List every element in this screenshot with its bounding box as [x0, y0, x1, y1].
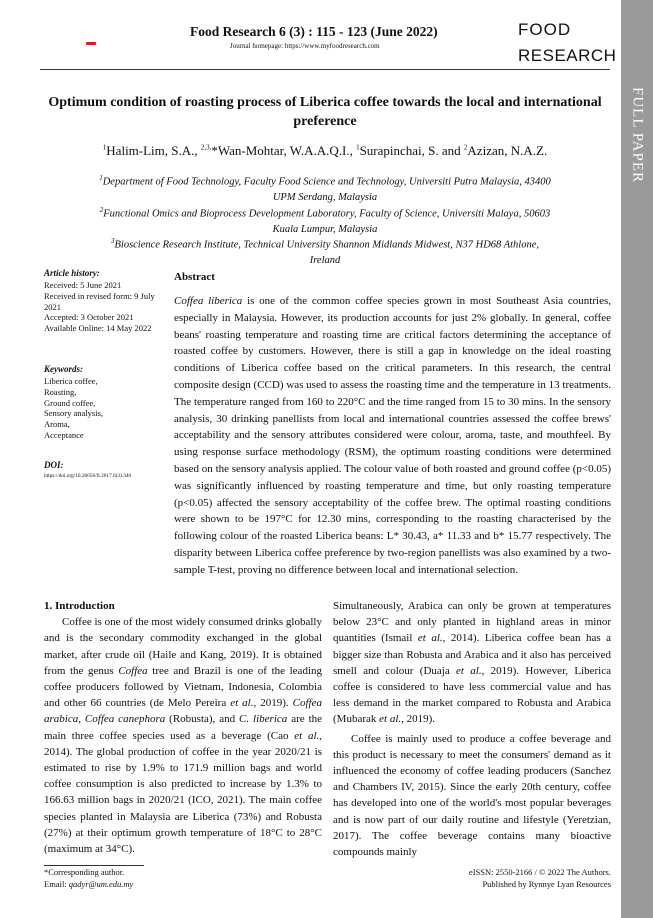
doi-link[interactable]: https://doi.org/10.26656/fr.2017.6(3).340 [44, 473, 132, 479]
author-name: Surapinchai, S. and [359, 143, 464, 158]
affiliation-3 [60, 234, 590, 268]
affiliation-text: Department of Food Technology, Faculty Food Science and Technology, Universiti Putra Malaysia, 43400 [102, 176, 551, 188]
body-column-left [44, 598, 322, 857]
keyword: Aroma, [44, 419, 70, 430]
author-sup: 2 [463, 143, 468, 152]
affiliation-text: Bioscience Research Institute, Technical University Shannon Midlands Midwest, N37 HD68 Athlone, [114, 239, 539, 251]
email-label: Email: [44, 879, 69, 889]
affiliation-text: Ireland [309, 254, 341, 266]
keyword: Roasting, [44, 386, 77, 397]
paragraph: Simultaneously, Arabica can only be grown at temperatures below 23°C and only planted in highland areas in minor quantities (Ismail et al., 2014). Liberica coffee bean has a bigger size than Robusta and Arabica and it also has perceived smell and colour (Duaja et al., 2019). However, Liberica coffee is considered to have less commercial value and has less demand in the market compared to Robusta and Arabica (Mubarak et al., 2019). [333, 600, 612, 726]
author-sup: 2,3, [200, 143, 212, 152]
paragraph: Coffee is mainly used to produce a coffee beverage and this product is necessary to meet the consumers' demand as it influenced the economy of coffee leading producers (Sanchez and Chambers IV, 2015). Since the early 20th century, coffee has developed into one of the world's most popular beverages and is now part of our daily routine and lifestyle (Yeretzian, 2017). The coffee beverage contains many bioactive compounds mainly [333, 732, 611, 859]
author-sup: 1 [102, 143, 107, 152]
header-divider [40, 69, 610, 70]
author-name: Halim-Lim, S.A., [106, 143, 201, 158]
abstract-body [174, 293, 611, 579]
author-name: Azizan, N.A.Z. [467, 143, 548, 158]
abstract-heading: Abstract [174, 271, 215, 283]
affiliation-sup: 3 [110, 237, 115, 245]
corresponding-email [44, 879, 133, 889]
abstract-text: is one of the common coffee species grown in most Southeast Asia countries, especially in Malaysia. However, its production accounts for just 2% globally. In general, coffee beans' roasting temperature and roasting time are critical factors determining the acceptance of roasted coffee by customers. However, there is still a gap in knowledge on the ideal roasting conditions of Liberica coffee based on the critical parameters. In this research, the central composite design (CCD) was used to assess the roasting time and the temperature in 13 treatments. The temperature ranged from 160 to 220°C and the time ranged from 15 to 30 mins. In the sensory analysis, 30 drinking panellists from local and international countries assessed the coffee brews' acceptability and the sensory attributes considered were colour, aroma, taste, and mouthfeel. By using response surface methodology (RSM), the optimum roasting conditions were determined based on the sensory analysis applied. The colour value of both roasted and ground coffee (p<0.05) was significantly influenced by roasting temperature and time, but only roasting temperature (p<0.05) affected the sensory acceptability of the coffee brew. The optimal roasting conditions were shown to be 197°C for 12.30 mins, corresponding to the roasting characterised by the following colour of the roasted Liberica beans: L* 30.43, a* 11.33 and b* 15.77 respectively. The disparity between Liberica coffee preference by two-region panellists was also examined by a two-sample T-test, proving no difference between local and international selection. [174, 295, 611, 576]
author-sup: 1 [356, 143, 360, 152]
logo-research: RESEARCH [518, 46, 617, 65]
keyword: Ground coffee, [44, 397, 96, 408]
paper-title: Optimum condition of roasting process of Liberica coffee towards the local and international preference [48, 95, 602, 129]
article-history [44, 280, 159, 334]
received-date: Received: 5 June 2021 [44, 280, 122, 290]
affiliation-text: UPM Serdang, Malaysia [272, 191, 378, 203]
keyword: Sensory analysis, [44, 408, 104, 419]
affiliation-2 [60, 203, 590, 237]
paragraph: Coffee is one of the most widely consumed drinks globally and is the secondary commodity exchanged in the global market, after crude oil (Haile and Kang, 2019). It is obtained from the genus Coffea tree and Brazil is one of the leading coffee producers followed by Vietnam, Indonesia, Colombia and other 66 countries (de Melo Pereira et al., 2019). Coffea arabica, Coffea canephora (Robusta), and C. liberica are the main three coffee species used as a beverage (Cao et al., 2014). The global production of coffee in the year 2020/21 is estimated to rise by 1.9% to 171.9 million bags and world coffee consumption is also predicted to increase by 1.3% to 166.63 million bags in 2020/21 (ICO, 2021). The main coffee species planted in Malaysia are Liberica (73%) and Robusta (27%) at their optimum growth temperature of 18°C to 28°C (maximum at 34°C). [44, 616, 323, 856]
affiliation-text: Functional Omics and Bioprocess Development Laboratory, Faculty of Science, Universiti Malaya, 50603 [103, 208, 551, 220]
keywords-heading: Keywords: [44, 364, 83, 374]
affiliation-sup: 2 [99, 206, 104, 214]
online-date: Available Online: 14 May 2022 [44, 323, 152, 334]
affiliation-1 [60, 171, 590, 205]
author-name: *Wan-Mohtar, W.A.A.Q.I., [211, 143, 357, 158]
email-link[interactable]: qadyr@um.edu.my [68, 879, 134, 889]
species-name: Coffea liberica [174, 295, 243, 307]
keyword: Liberica coffee, [44, 376, 98, 386]
revised-date: Received in revised form: 9 July 2021 [44, 290, 155, 312]
brand-mark [86, 42, 96, 45]
logo-food: FOOD [518, 20, 572, 39]
corresponding-author-note: *Corresponding author. [44, 867, 125, 877]
keyword: Acceptance [44, 429, 84, 440]
side-tab-label: FULL PAPER [629, 86, 646, 183]
body-column-right [333, 598, 611, 860]
affiliation-text: Kuala Lumpur, Malaysia [272, 223, 378, 235]
eissn-notice: eISSN: 2550-2166 / © 2022 The Authors. [468, 867, 611, 877]
footnote-divider [44, 865, 144, 866]
keyword-list [44, 376, 159, 441]
journal-title: Food Research 6 (3) : 115 - 123 (June 2022) [190, 24, 438, 39]
journal-homepage-link[interactable]: Journal homepage: https://www.myfoodresearch.com [230, 42, 380, 50]
accepted-date: Accepted: 3 October 2021 [44, 312, 134, 323]
author-list [40, 143, 610, 159]
article-history-heading: Article history: [44, 268, 100, 278]
publisher-notice: Published by Rynnye Lyan Resources [482, 879, 611, 889]
affiliation-sup: 1 [99, 174, 103, 182]
section-heading: 1. Introduction [44, 600, 115, 612]
doi-heading: DOI: [44, 460, 64, 470]
